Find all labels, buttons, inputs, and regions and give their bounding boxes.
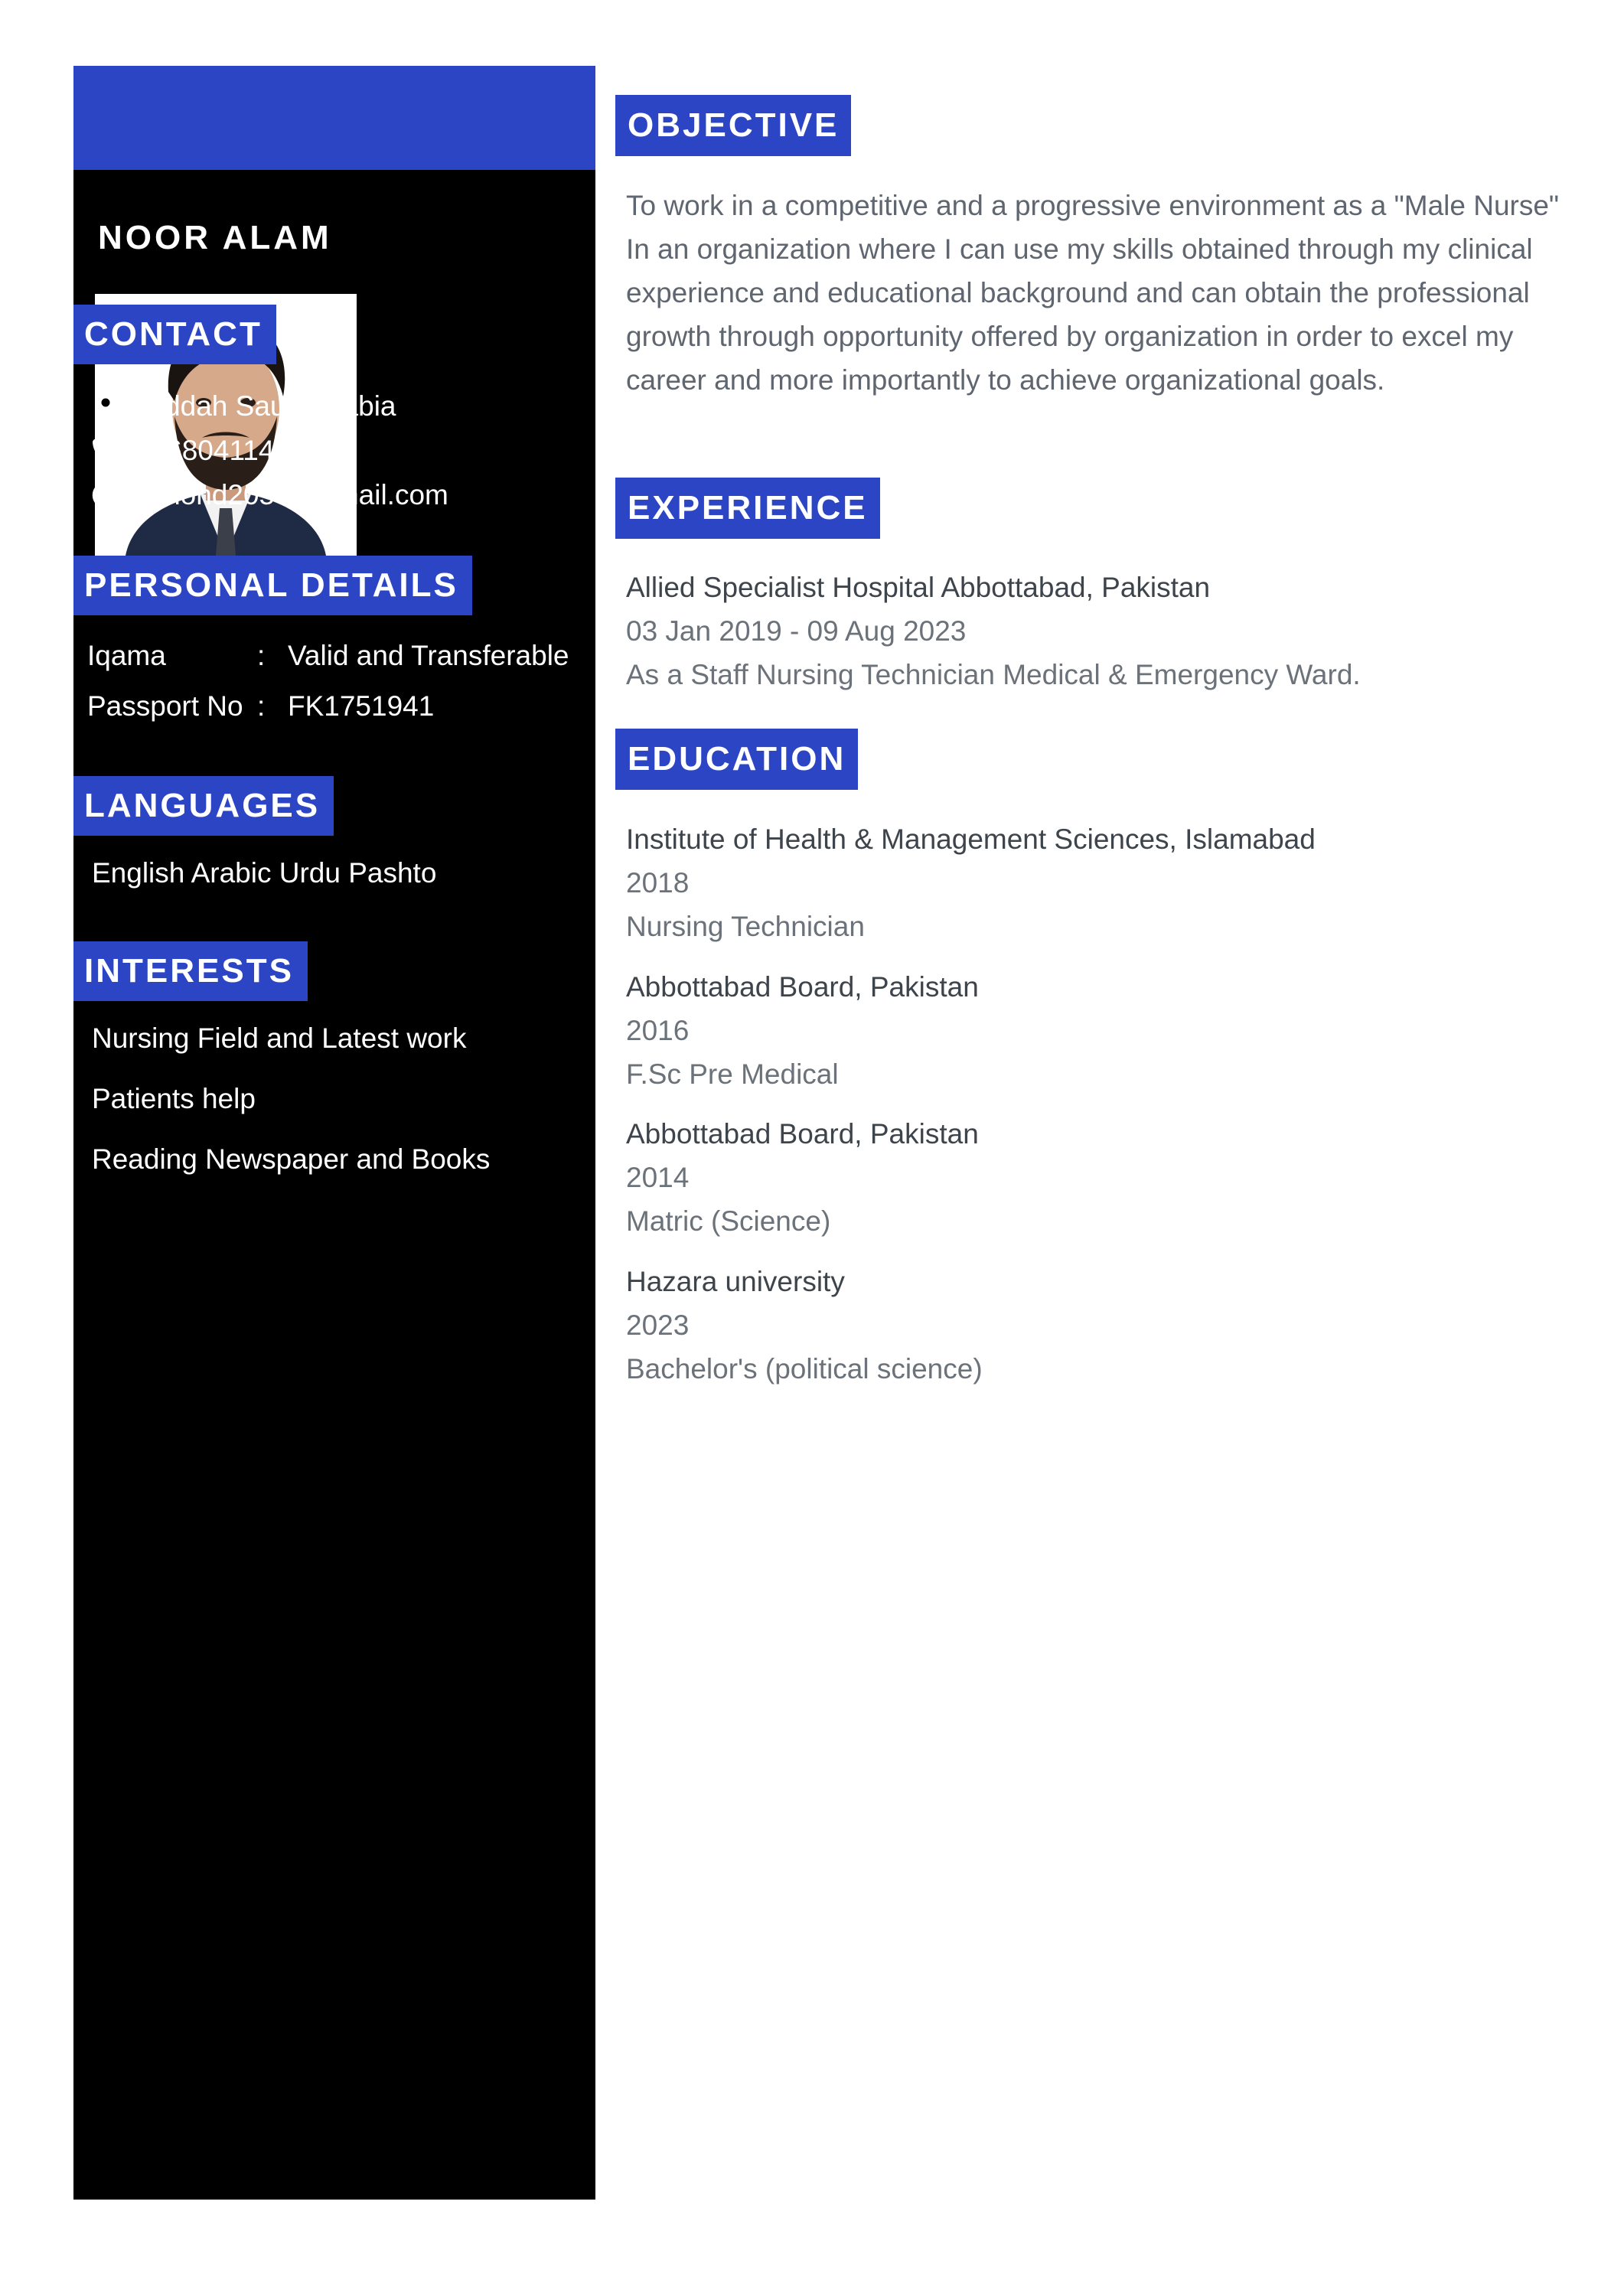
education-year: 2023 [626, 1309, 690, 1341]
objective-heading: OBJECTIVE [615, 95, 851, 156]
education-year: 2018 [626, 867, 690, 899]
education-institution: Hazara university [626, 1266, 845, 1297]
contact-email-text: akhond2050@gmail.com [135, 479, 448, 510]
languages-text: English Arabic Urdu Pashto [92, 857, 437, 889]
iqama-colon: : [257, 640, 266, 671]
passport-label: Passport No [87, 690, 243, 722]
at-sign-icon [90, 480, 121, 510]
interest-item: Nursing Field and Latest work [92, 1022, 467, 1054]
iqama-value: Valid and Transferable [288, 640, 569, 671]
contact-location [90, 387, 396, 426]
education-institution: Institute of Health & Management Sciences, Islamabad [626, 823, 1316, 855]
contact-location-text: Jeddah Saudi Arabia [135, 390, 396, 422]
experience-employer: Allied Specialist Hospital Abbottabad, Pakistan [626, 572, 1211, 603]
education-degree: F.Sc Pre Medical [626, 1058, 839, 1090]
education-degree: Nursing Technician [626, 911, 865, 942]
profile-name: NOOR ALAM [98, 219, 332, 256]
education-heading: EDUCATION [615, 729, 858, 790]
education-year: 2016 [626, 1015, 690, 1046]
personal-details-heading: PERSONAL DETAILS [73, 556, 472, 615]
interests-heading: INTERESTS [73, 941, 308, 1001]
education-degree: Bachelor's (political science) [626, 1353, 983, 1384]
interest-item: Patients help [92, 1083, 256, 1114]
contact-phone [90, 432, 290, 470]
passport-value: FK1751941 [288, 690, 435, 722]
education-institution: Abbottabad Board, Pakistan [626, 971, 979, 1003]
iqama-label: Iqama [87, 640, 166, 671]
sidebar [73, 66, 595, 2200]
education-institution: Abbottabad Board, Pakistan [626, 1118, 979, 1150]
education-degree: Matric (Science) [626, 1205, 831, 1237]
experience-dates: 03 Jan 2019 - 09 Aug 2023 [626, 615, 967, 647]
contact-email [90, 476, 448, 514]
contact-heading: CONTACT [73, 305, 276, 364]
education-year: 2014 [626, 1162, 690, 1193]
sidebar-accent-bar [73, 66, 595, 170]
experience-description: As a Staff Nursing Technician Medical & Emergency Ward. [626, 659, 1361, 690]
phone-icon [90, 435, 121, 466]
location-pin-icon [90, 391, 121, 422]
languages-heading: LANGUAGES [73, 776, 334, 836]
interest-item: Reading Newspaper and Books [92, 1143, 491, 1175]
objective-text: To work in a competitive and a progressive environment as a "Male Nurse" In an organization where I can use my skills obtained through my clinical experience and educational background and can obtain the professional growth through opportunity offered by organization in order to excel my career and more importantly to achieve organizational goals. [626, 190, 1560, 396]
contact-phone-text: 0568041145 [135, 435, 291, 466]
passport-colon: : [257, 690, 266, 722]
experience-heading: EXPERIENCE [615, 478, 880, 539]
